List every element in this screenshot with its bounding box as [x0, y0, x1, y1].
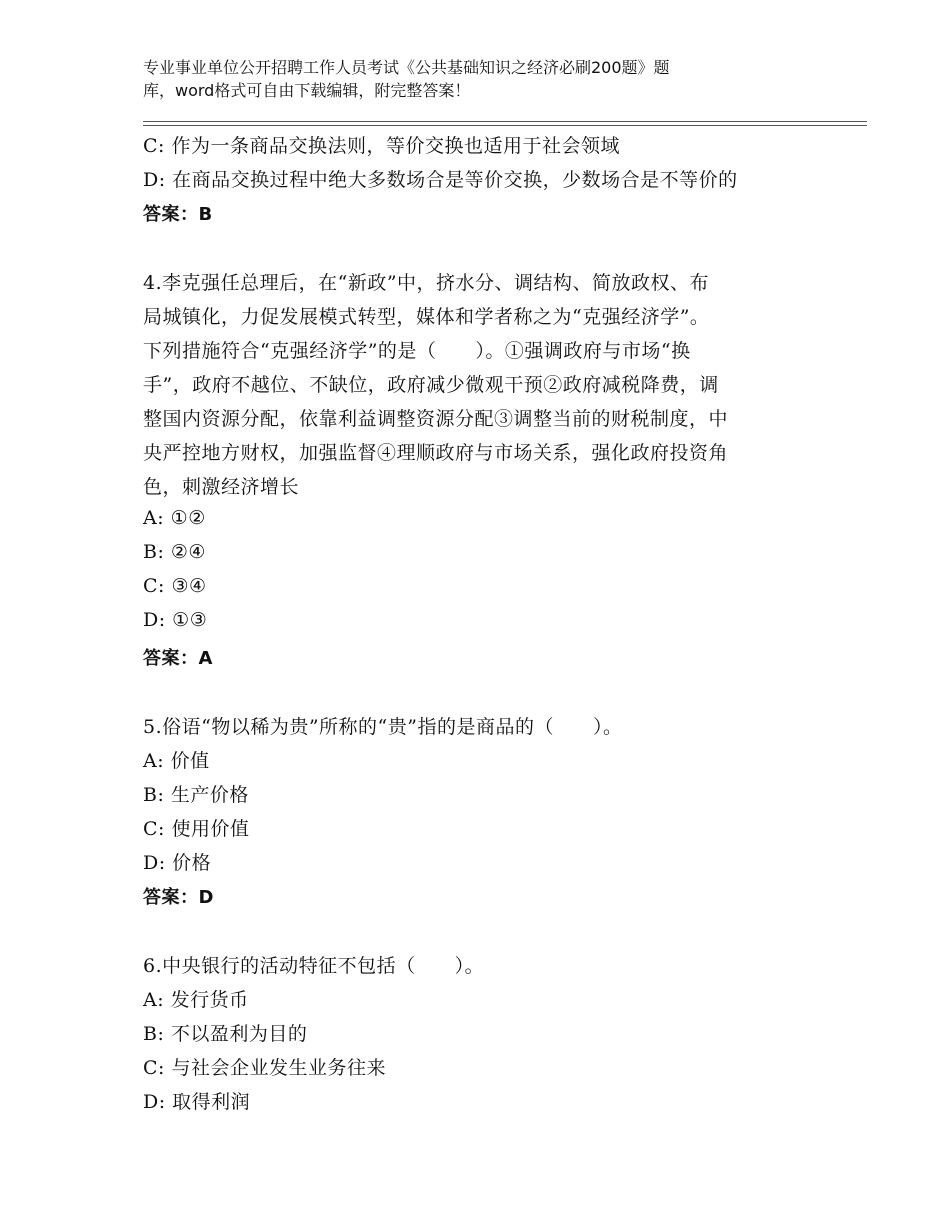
q5-option-d: D: 价格 [143, 852, 212, 874]
q4-option-c: C: ③④ [143, 575, 207, 597]
q5-answer: 答案：D [143, 887, 214, 908]
q5-option-c: C: 使用价值 [143, 818, 250, 840]
q4-stem-line-7: 色，刺激经济增长 [143, 476, 300, 498]
q6-option-c: C: 与社会企业发生业务往来 [143, 1057, 386, 1079]
q6-stem: 6.中央银行的活动特征不包括（ ）。 [143, 955, 485, 977]
q4-stem-line-3: 下列措施符合“克强经济学”的是（ ）。①强调政府与市场“换 [143, 340, 691, 362]
header-line-1: 专业事业单位公开招聘工作人员考试《公共基础知识之经济必刷200题》题 [143, 58, 670, 77]
q3-option-c: C: 作为一条商品交换法则，等价交换也适用于社会领域 [143, 135, 620, 157]
q4-option-d: D: ①③ [143, 609, 208, 631]
q4-stem-line-1: 4.李克强任总理后，在“新政”中，挤水分、调结构、简放政权、布 [143, 272, 710, 294]
q4-stem-line-2: 局城镇化，力促发展模式转型，媒体和学者称之为“克强经济学”。 [143, 306, 710, 328]
q4-stem-line-4: 手”，政府不越位、不缺位，政府减少微观干预②政府减税降费，调 [143, 374, 719, 396]
header-divider-top [143, 121, 867, 122]
q5-option-b: B: 生产价格 [143, 784, 249, 806]
q3-option-d: D: 在商品交换过程中绝大多数场合是等价交换，少数场合是不等价的 [143, 169, 738, 191]
q6-option-a: A: 发行货币 [143, 989, 249, 1011]
header-divider-bottom [143, 125, 867, 126]
q4-answer: 答案：A [143, 648, 213, 669]
q4-option-a: A: ①② [143, 507, 206, 529]
q3-answer: 答案：B [143, 204, 213, 225]
q5-option-a: A: 价值 [143, 750, 210, 772]
q4-stem-line-6: 央严控地方财权，加强监督④理顺政府与市场关系，强化政府投资角 [143, 442, 729, 464]
q4-option-b: B: ②④ [143, 541, 206, 563]
document-header [143, 56, 783, 102]
q4-stem-line-5: 整国内资源分配，依靠利益调整资源分配③调整当前的财税制度，中 [143, 408, 729, 430]
header-line-2: 库，word格式可自由下载编辑，附完整答案！ [143, 81, 471, 100]
q6-option-d: D: 取得利润 [143, 1091, 251, 1113]
q5-stem: 5.俗语“物以稀为贵”所称的“贵”指的是商品的（ ）。 [143, 716, 623, 738]
q6-option-b: B: 不以盈利为目的 [143, 1023, 308, 1045]
